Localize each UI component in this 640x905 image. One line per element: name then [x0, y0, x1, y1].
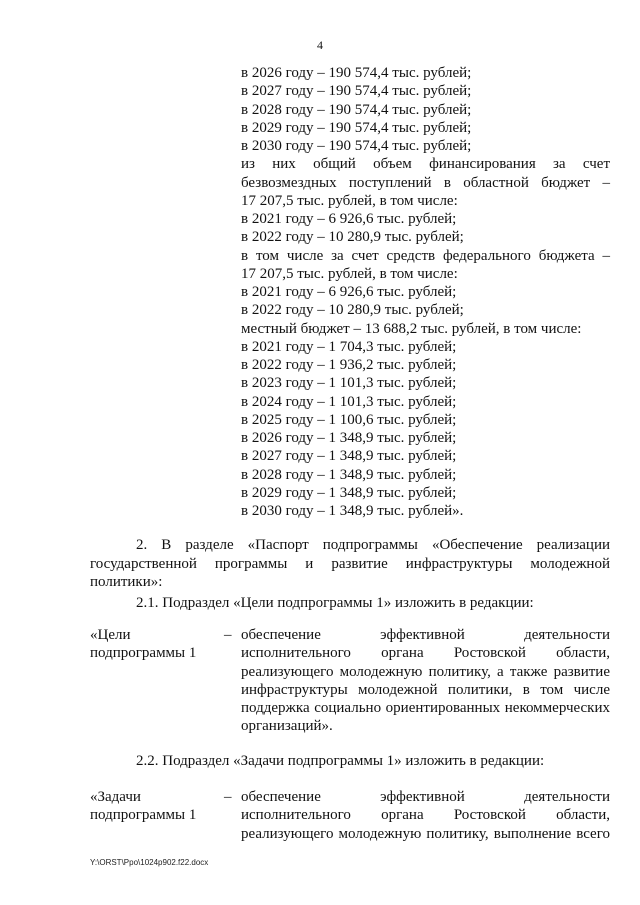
- tasks-description: [241, 788, 610, 843]
- goals-desc-line: инфраструктуры молодежной политики, в том числе: [241, 681, 610, 698]
- goals-desc-line: исполнительного органа Ростовской области,: [241, 645, 610, 662]
- financing-line: в 2021 году – 6 926,6 тыс. рублей;: [241, 284, 457, 300]
- goals-label: [90, 626, 220, 663]
- subsection-2-2-title: 2.2. Подраздел «Задачи подпрограммы 1» изложить в редакции:: [136, 753, 545, 769]
- financing-line: местный бюджет – 13 688,2 тыс. рублей, в том числе:: [241, 320, 582, 337]
- financing-line: в 2021 году – 6 926,6 тыс. рублей;: [241, 211, 457, 227]
- tasks-desc-line: реализующего молодежную политику, выполнение всего: [241, 825, 610, 842]
- financing-line: 17 207,5 тыс. рублей, в том числе:: [241, 265, 458, 282]
- financing-line: в 2029 году – 190 574,4 тыс. рублей;: [241, 119, 472, 136]
- financing-line: из них общий объем финансирования за счет: [241, 156, 610, 173]
- financing-line: в 2024 году – 1 101,3 тыс. рублей;: [241, 393, 457, 410]
- footer-file-path: Y:\ORST\Ppo\1024p902.f22.docx: [90, 858, 209, 867]
- goals-desc-line: организаций».: [241, 718, 333, 735]
- tasks-label-line: «Задачи: [90, 789, 141, 805]
- financing-line: в том числе за счет средств федерального бюджета –: [241, 247, 610, 264]
- section-2-paragraph: [90, 536, 610, 592]
- financing-line: в 2025 году – 1 100,6 тыс. рублей;: [241, 411, 457, 428]
- financing-line: в 2028 году – 190 574,4 тыс. рублей;: [241, 101, 472, 118]
- financing-line: в 2029 году – 1 348,9 тыс. рублей;: [241, 484, 457, 501]
- goals-description: [241, 626, 610, 736]
- goals-dash: –: [224, 627, 232, 643]
- financing-line: в 2026 году – 1 348,9 тыс. рублей;: [241, 430, 457, 446]
- goals-label-line: подпрограммы 1: [90, 645, 197, 662]
- tasks-label-line: подпрограммы 1: [90, 807, 197, 824]
- financing-line: в 2030 году – 1 348,9 тыс. рублей».: [241, 503, 464, 519]
- financing-list: [241, 64, 610, 520]
- financing-line: в 2027 году – 190 574,4 тыс. рублей;: [241, 83, 472, 100]
- goals-desc-line: поддержка социально ориентированных некоммерческих: [241, 700, 610, 716]
- financing-line: в 2022 году – 10 280,9 тыс. рублей;: [241, 302, 464, 319]
- tasks-dash: –: [224, 789, 232, 805]
- financing-line: 17 207,5 тыс. рублей, в том числе:: [241, 192, 458, 209]
- goals-desc-line: обеспечение эффективной деятельности: [241, 627, 610, 643]
- financing-line: в 2030 году – 190 574,4 тыс. рублей;: [241, 138, 472, 154]
- section-2-line: государственной программы и развитие инфраструктуры молодежной: [90, 555, 610, 572]
- page-number: 4: [317, 38, 323, 52]
- subsection-2-1-title: 2.1. Подраздел «Цели подпрограммы 1» изложить в редакции:: [136, 595, 534, 611]
- financing-line: в 2028 году – 1 348,9 тыс. рублей;: [241, 466, 457, 483]
- goals-label-line: «Цели: [90, 627, 131, 643]
- section-2-line: политики»:: [90, 574, 163, 590]
- financing-line: в 2026 году – 190 574,4 тыс. рублей;: [241, 65, 472, 81]
- financing-line: в 2027 году – 1 348,9 тыс. рублей;: [241, 448, 457, 465]
- financing-line: в 2022 году – 1 936,2 тыс. рублей;: [241, 357, 457, 373]
- financing-line: в 2023 году – 1 101,3 тыс. рублей;: [241, 375, 457, 392]
- financing-line: безвозмездных поступлений в областной бюджет –: [241, 174, 610, 191]
- tasks-desc-line: исполнительного органа Ростовской области,: [241, 807, 610, 824]
- goals-desc-line: реализующего молодежную политику, а также развитие: [241, 663, 610, 680]
- financing-line: в 2021 году – 1 704,3 тыс. рублей;: [241, 338, 457, 355]
- section-2-line: 2. В разделе «Паспорт подпрограммы «Обеспечение реализации: [136, 537, 610, 553]
- tasks-desc-line: обеспечение эффективной деятельности: [241, 789, 610, 805]
- tasks-label: [90, 788, 220, 825]
- financing-line: в 2022 году – 10 280,9 тыс. рублей;: [241, 229, 464, 246]
